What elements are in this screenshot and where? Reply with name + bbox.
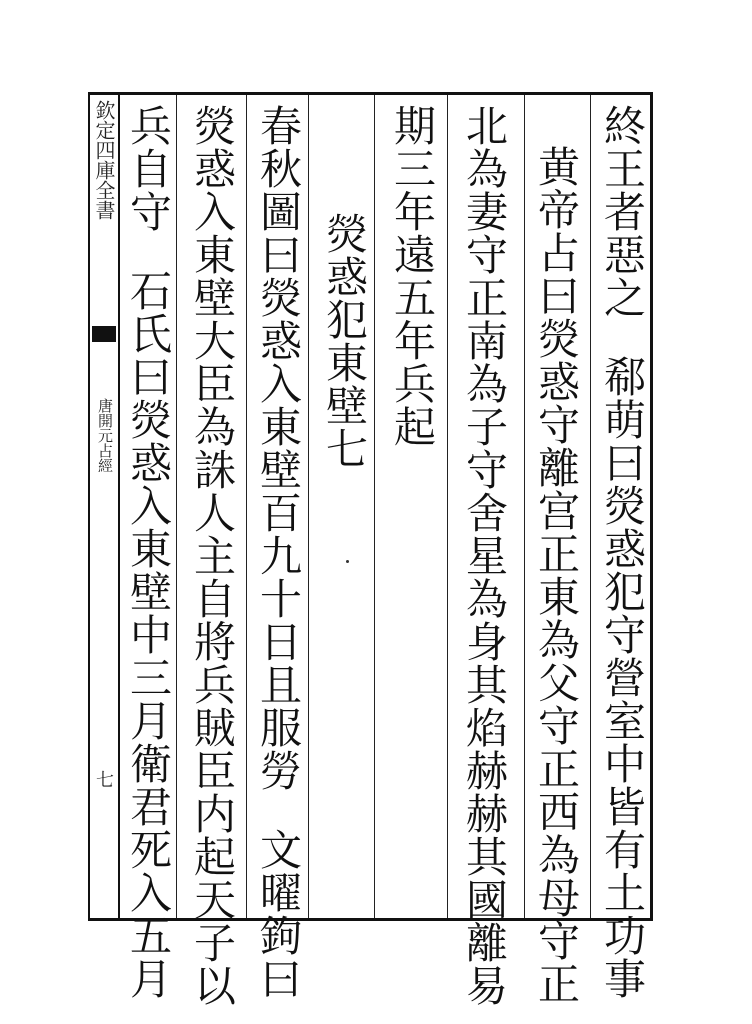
column-rule <box>308 95 309 918</box>
column-text: 北為妻守正南為子守舍星為身其焰赫赫其國離易 <box>460 104 509 1007</box>
column-text: 兵自守 <box>124 104 173 233</box>
fishtail-mark <box>92 326 116 342</box>
column-rule <box>176 95 177 918</box>
column-text: 黄帝占曰熒惑守離宫正東為父守正西為母守正 <box>532 145 581 1005</box>
text-column-1 <box>596 104 648 1000</box>
text-column-2 <box>530 145 582 1005</box>
text-column-3 <box>458 104 510 1007</box>
column-rule <box>374 95 375 918</box>
column-text-continued: 石氏曰熒惑入東壁中三月衛君死入五月 <box>124 269 173 1000</box>
frame-top-border <box>88 92 653 95</box>
column-text: 熒惑犯東壁七 <box>320 212 369 470</box>
column-text: 終王者惡之 <box>598 104 647 319</box>
column-rule <box>524 95 525 918</box>
text-column-4 <box>386 104 438 912</box>
column-text: 熒惑入東壁大臣為誅人主自將兵賊臣内起天子以 <box>188 104 237 1007</box>
text-column-7 <box>186 104 238 1007</box>
folio-number: 七 <box>93 770 114 788</box>
column-text: 春秋圖曰熒惑入東壁百九十日且服勞 <box>254 104 303 792</box>
text-column-8 <box>122 104 174 1000</box>
frame-left-border <box>88 92 90 921</box>
column-rule <box>590 95 591 918</box>
column-rule <box>447 95 448 918</box>
column-text-continued: 文曜鉤曰 <box>254 828 303 1000</box>
banxin-divider <box>118 92 120 921</box>
text-column-6 <box>252 104 304 1000</box>
column-text: 期三年遠五年兵起 <box>388 104 437 448</box>
ink-dot <box>346 560 349 563</box>
column-rule <box>246 95 247 918</box>
column-text-continued: 郗萌曰熒惑犯守營室中皆有土功事 <box>598 355 647 1000</box>
banxin-book-title: 唐開元占經 <box>96 398 114 473</box>
banxin-title: 欽定四庫全書 <box>92 100 116 220</box>
frame-right-border <box>650 92 653 921</box>
text-column-5 <box>318 212 370 1020</box>
